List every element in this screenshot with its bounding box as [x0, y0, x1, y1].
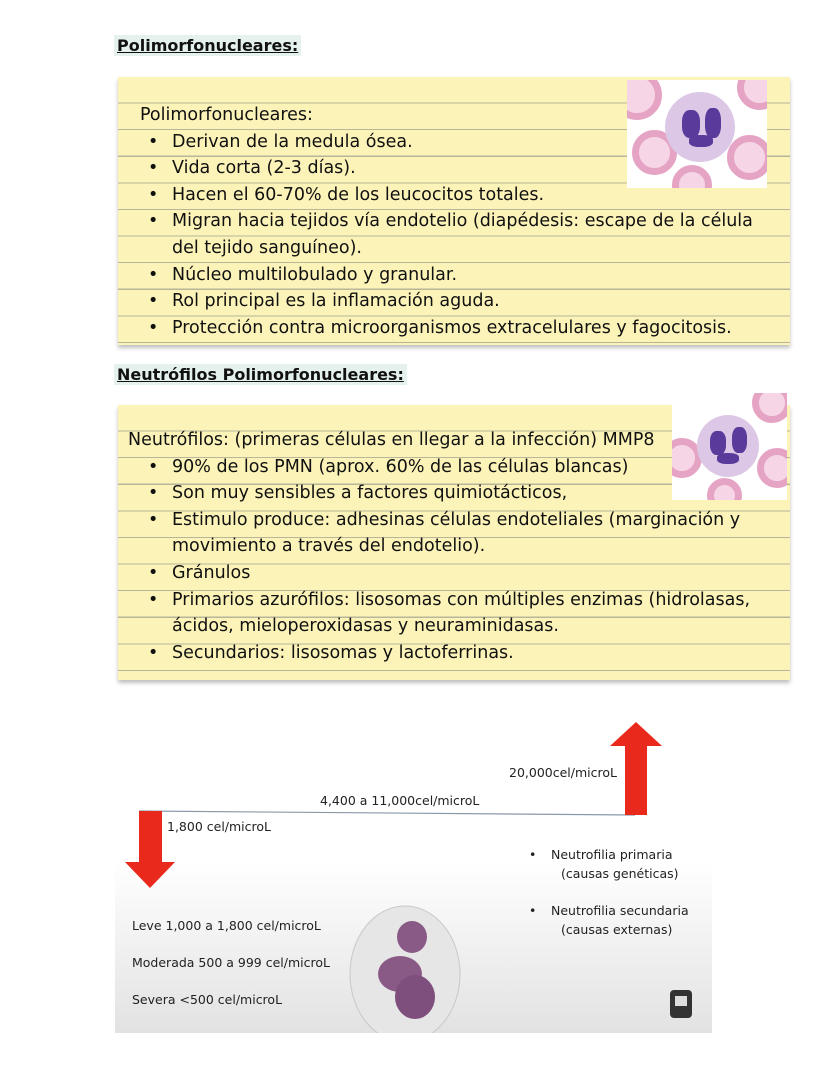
list-item: • Secundarios: lisosomas y lactoferrinas.: [118, 640, 790, 667]
list-item: • Son muy sensibles a factores quimiotácticos,: [118, 480, 790, 507]
university-crest-logo: [670, 990, 692, 1018]
low-threshold-label: 1,800 cel/microL: [167, 819, 272, 834]
list-item: • Primarios azurófilos: lisosomas con múltiples enzimas (hidrolasas,: [118, 587, 790, 614]
normal-range-label: 4,400 a 11,000cel/microL: [320, 793, 480, 808]
arrow-up-icon: [610, 722, 662, 815]
list-item: • Estimulo produce: adhesinas células endoteliales (marginación y: [118, 507, 790, 534]
card-heading: Neutrófilos: (primeras células en llegar a la infección) MMP8: [128, 430, 655, 450]
list-item-continuation: ácidos, mieloperoxidasas y neuraminidasas.: [172, 616, 559, 637]
list-item: • Vida corta (2-3 días).: [118, 155, 790, 182]
neutropenia-mild: Leve 1,000 a 1,800 cel/microL: [132, 918, 321, 933]
list-item-continuation: movimiento a través del endotelio).: [172, 536, 486, 557]
list-item: • Rol principal es la inflamación aguda.: [118, 288, 790, 315]
high-threshold-label: 20,000cel/microL: [509, 765, 617, 780]
list-item-continuation: del tejido sanguíneo).: [172, 237, 362, 258]
section-title-neutrofilos: Neutrófilos Polimorfonucleares:: [114, 364, 407, 385]
neutrophil-count-slide: 20,000cel/microL 4,400 a 11,000cel/microL 1,800 cel/microL Leve 1,000 a 1,800 cel/microL Moderada 500 a 999 cel/microL Severa <500 cel/microL • Neutrofilia primaria (causas genéticas) • Neutrofilia secundaria (causas externas): [115, 712, 712, 1033]
list-item: • Derivan de la medula ósea.: [118, 129, 790, 156]
neutropenia-moderate: Moderada 500 a 999 cel/microL: [132, 955, 330, 970]
list-item: • Migran hacia tejidos vía endotelio (diapédesis: escape de la célula: [118, 208, 790, 235]
neutrophil-image: [672, 393, 787, 500]
list-item: • Protección contra microorganismos extracelulares y fagocitosis.: [118, 315, 790, 342]
neutrofilia-primary: Neutrofilia primaria: [551, 847, 673, 862]
list-item: • Núcleo multilobulado y granular.: [118, 262, 790, 289]
list-item: • Gránulos: [118, 560, 790, 587]
neutrofilia-secondary-cause: (causas externas): [561, 922, 673, 937]
section-title-polimorfonucleares: Polimorfonucleares:: [114, 35, 301, 56]
card-heading: Polimorfonucleares:: [140, 105, 313, 125]
neutrofilia-secondary: Neutrofilia secundaria: [551, 903, 689, 918]
note-card-polimorfonucleares: [118, 77, 790, 345]
neutropenia-severe: Severa <500 cel/microL: [132, 992, 283, 1007]
normal-range-line: [139, 811, 635, 815]
neutrofilia-primary-cause: (causas genéticas): [561, 866, 679, 881]
list-item: • Hacen el 60-70% de los leucocitos totales.: [118, 182, 790, 209]
list-item: • 90% de los PMN (aprox. 60% de las células blancas): [118, 454, 790, 481]
